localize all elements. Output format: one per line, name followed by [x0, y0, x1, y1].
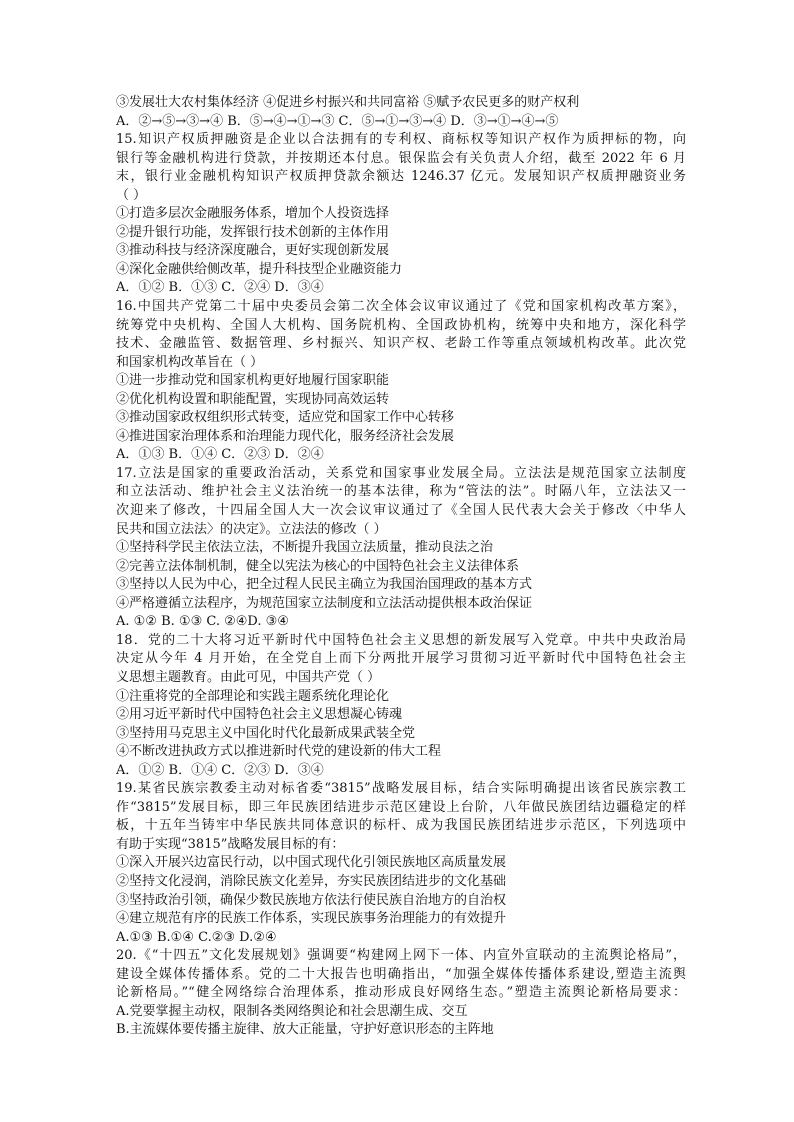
question-stem-line: 次迎来了修改，十四届全国人大一次会议审议通过了《全国人民代表大会关于修改〈中华人 — [116, 503, 686, 519]
question-stem-line: 19.某省民族宗教委主动对标省委“3815”战略发展目标，结合实际明确提出该省民族宗教工 — [116, 781, 686, 797]
statement-option: ②提升银行功能，发挥银行技术创新的主体作用 — [116, 224, 390, 240]
answer-choices: A．①② B．①④ C．②③ D．③④ — [116, 762, 324, 778]
question-stem-line: 16.中国共产党第二十届中央委员会第二次全体会议审议通过了《党和国家机构改革方案》， — [116, 299, 686, 315]
question-stem-line: 有助于实现“3815”战略发展目标的有： — [116, 836, 345, 852]
statement-option: ②完善立法体制机制，健全以宪法为核心的中国特色社会主义法律体系 — [116, 558, 520, 574]
answer-choices: A.①③ B.①④ C.②③ D.②④ — [116, 929, 277, 945]
statement-option: ④建立规范有序的民族工作体系，实现民族事务治理能力的有效提升 — [116, 911, 507, 927]
question-15 — [116, 131, 686, 298]
answer-choices: A．①③ B．①④ C．②③ D．②④ — [116, 447, 324, 463]
statement-option: ③推动国家政权组织形式转变，适应党和国家工作中心转移 — [116, 410, 455, 426]
statement-option: ④不断改进执政方式以推进新时代党的建设新的伟大工程 — [116, 744, 442, 760]
question-stem-line: （ ） — [116, 187, 147, 203]
statement-option: ①进一步推动党和国家机构更好地履行国家职能 — [116, 373, 390, 389]
statement-option: ③推动科技与经济深度融合，更好实现创新发展 — [116, 243, 390, 259]
question-stem-line: 板，十五年当铸牢中华民族共同体意识的标杆、成为我国民族团结进步示范区，下列选项中 — [116, 818, 686, 834]
statement-option: ①打造多层次金融服务体系，增加个人投资选择 — [116, 206, 390, 222]
question-19 — [116, 780, 686, 947]
question-stem-line: 义思想主题教育。由此可见，中国共产党（ ） — [116, 669, 381, 685]
answer-option: A.党要掌握主动权，限制各类网络舆论和社会思潮生成、交互 — [116, 1003, 468, 1019]
question-stem-line: 民共和国立法法〉的决定》。立法法的修改（ ） — [116, 521, 387, 537]
statement-option: ③坚持以人民为中心，把全过程人民民主确立为我国治国理政的基本方式 — [116, 577, 533, 593]
statement-option: ②优化机构设置和职能配置，实现协同高效运转 — [116, 391, 390, 407]
answer-choices: A．②→⑤→③→④ B．⑤→④→①→③ C．⑤→①→③→④ D．③→①→④→⑤ — [116, 113, 559, 129]
statement-option: ④严格遵循立法程序，为规范国家立法制度和立法活动提供根本政治保证 — [116, 595, 533, 611]
answer-choices: A．①② B．①③ C．②④ D．③④ — [116, 280, 324, 296]
answer-choices: A. ①② B. ①③ C. ②④D. ③④ — [116, 614, 289, 630]
question-stem-line: 银行等金融机构进行贷款，并按期还本付息。银保监会有关负责人介绍，截至 2022 年 6 月 — [116, 150, 686, 166]
question-stem-line: 和立法活动、维护社会主义法治统一的基本法律，称为“管法的法”。时隔八年，立法法又一 — [116, 484, 686, 500]
question-stem-line: 18．党的二十大将习近平新时代中国特色社会主义思想的新发展写入党章。中共中央政治局 — [116, 632, 686, 648]
question-14-tail — [116, 94, 686, 131]
statement-option: ①深入开展兴边富民行动，以中国式现代化引领民族地区高质量发展 — [116, 855, 507, 871]
question-stem-line: 15.知识产权质押融资是企业以合法拥有的专利权、商标权等知识产权作为质押标的物，向 — [116, 132, 686, 148]
question-stem-line: 决定从今年 4 月开始，在全党自上而下分两批开展学习贯彻习近平新时代中国特色社会主 — [116, 651, 686, 667]
question-18 — [116, 632, 686, 780]
statement-option: ②坚持文化浸润，消除民族文化差异，夯实民族团结进步的文化基础 — [116, 873, 507, 889]
question-stem-line: 20.《“十四五”文化发展规划》强调要“构建网上网下一体、内宣外宣联动的主流舆论格局”， — [116, 948, 686, 964]
question-20 — [116, 947, 686, 1040]
statement-option: ④推进国家治理体系和治理能力现代化，服务经济社会发展 — [116, 428, 455, 444]
question-16 — [116, 298, 686, 465]
question-stem-line: 统筹党中央机构、全国人大机构、国务院机构、全国政协机构，统筹中央和地方，深化科学 — [116, 317, 686, 333]
statement-option: ①注重将党的全部理论和实践主题系统化理论化 — [116, 688, 390, 704]
statement-option: ④深化金融供给侧改革，提升科技型企业融资能力 — [116, 261, 403, 277]
answer-option: B.主流媒体要传播主旋律、放大正能量，守护好意识形态的主阵地 — [116, 1022, 494, 1038]
question-17 — [116, 465, 686, 632]
exam-page — [116, 94, 686, 1040]
statement-option: ③坚持用马克思主义中国化时代化最新成果武装全党 — [116, 725, 416, 741]
statement-option: ③坚持政治引领，确保少数民族地方依法行使民族自治地方的自治权 — [116, 892, 507, 908]
question-stem-line: 建设全媒体传播体系。党的二十大报告也明确指出，“加强全媒体传播体系建设,塑造主流舆 — [116, 966, 686, 982]
statement-option: ①坚持科学民主依法立法，不断提升我国立法质量，推动良法之治 — [116, 540, 494, 556]
statement-option: ②用习近平新时代中国特色社会主义思想凝心铸魂 — [116, 707, 403, 723]
question-stem-line: 和国家机构改革旨在（ ） — [116, 354, 264, 370]
question-stem-line: 论新格局。”“健全网络综合治理体系，推动形成良好网络生态。”塑造主流舆论新格局要求： — [116, 985, 686, 1001]
option-line: ③发展壮大农村集体经济 ④促进乡村振兴和共同富裕 ⑤赋予农民更多的财产权利 — [116, 95, 580, 110]
question-stem-line: 作“3815”发展目标，即三年民族团结进步示范区建设上台阶，八年做民族团结边疆稳定的样 — [116, 799, 686, 815]
question-stem-line: 末，银行业金融机构知识产权质押贷款余额达 1246.37 亿元。发展知识产权质押融资业务 — [116, 169, 686, 185]
question-stem-line: 17.立法是国家的重要政治活动，关系党和国家事业发展全局。立法法是规范国家立法制度 — [116, 465, 686, 481]
question-stem-line: 技术、金融监管、数据管理、乡村振兴、知识产权、老龄工作等重点领域机构改革。此次党 — [116, 336, 686, 352]
